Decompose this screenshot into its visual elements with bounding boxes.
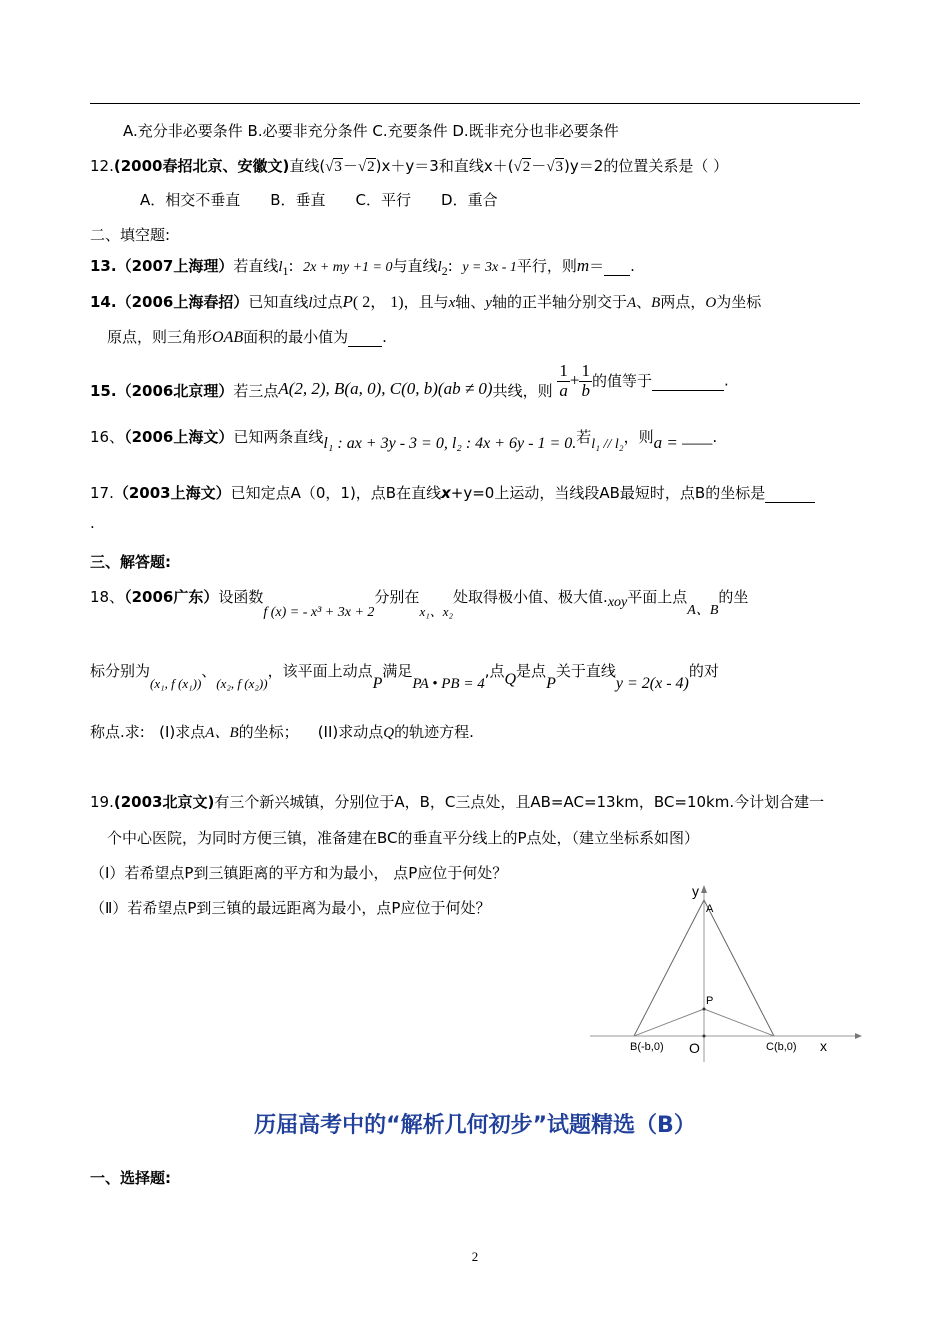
label-y: y	[692, 883, 699, 899]
q13-text-2: 与直线	[392, 257, 438, 275]
q14-text-8: 为坐标	[716, 293, 762, 311]
q14-text-9: 原点，则三角形	[107, 328, 213, 346]
q16-parallel: l₁ // l₂	[591, 437, 624, 452]
q13-blank	[604, 257, 630, 276]
header-rule	[90, 103, 860, 104]
q15-plus: +	[569, 370, 580, 390]
q19-part-1: （Ⅰ）若希望点P到三镇距离的平方和为最小， 点P应位于何处？	[90, 864, 508, 882]
q14-x: x	[448, 295, 456, 311]
q14-P: P	[342, 292, 353, 311]
q18-part-2: (II)求动点	[317, 723, 384, 741]
q18-text-9: ,点	[484, 662, 505, 680]
q14-y: y	[485, 295, 492, 311]
q18-line-3	[90, 721, 474, 742]
q16-source: （2006上海文）	[124, 428, 234, 446]
segment-PC	[704, 1009, 774, 1036]
q12-source: (2000春招北京、安徽文)	[113, 157, 290, 175]
q18-function: f (x) = - x³ + 3x + 2	[263, 605, 375, 620]
q17-source: （2003上海文）	[113, 484, 231, 502]
q15-frac-a: $\frac{1}{a}$	[559, 361, 568, 400]
q18-coord-2: (x₂, f (x₂))	[216, 676, 268, 691]
q18-AB: A、B	[687, 603, 719, 618]
q12-text-3: )y＝2的位置关系是（ ）	[564, 157, 729, 175]
q17-line	[90, 482, 815, 503]
q15-points: A(2, 2), B(a, 0), C(0, b)(ab ≠ 0)	[278, 378, 493, 398]
q16-text-3: ，则	[623, 428, 654, 446]
x-axis-arrow	[855, 1033, 862, 1039]
q15-frac-b: $\frac{1}{b}$	[581, 361, 590, 400]
q14-blank	[348, 328, 382, 347]
q13-equals: ＝	[589, 257, 605, 275]
q15-source: （2006北京理）	[116, 381, 234, 400]
q19-text-1: 有三个新兴城镇，分别位于A，B，C三点处，且AB=AC=13km，BC=10km.今计划合建一	[214, 793, 825, 811]
q13-colon-2: :	[447, 257, 453, 275]
q13-colon-1: :	[288, 257, 294, 275]
q12-text-1: 直线(	[289, 157, 326, 175]
q12-minus: －	[342, 157, 358, 175]
coordinate-figure	[590, 876, 870, 1062]
q18-part-2b: 的轨迹方程.	[394, 723, 474, 741]
q19-number: 19.	[90, 793, 114, 811]
q12-options: A．相交不垂直 B．垂直 C．平行 D．重合	[140, 191, 498, 209]
q13-eq2: y = 3x - 1	[462, 260, 517, 275]
q13-l2: l	[437, 259, 442, 275]
segment-PB	[634, 1009, 704, 1036]
q14-l: l	[308, 295, 313, 311]
label-x: x	[820, 1038, 827, 1054]
q12-sqrt3: 3	[334, 159, 342, 175]
q14-text-1: 已知直线	[248, 293, 309, 311]
point-O	[703, 1035, 706, 1038]
segment-AC	[704, 900, 774, 1036]
segment-AB	[634, 900, 704, 1036]
q15-text-3: 的值等于	[591, 371, 652, 390]
section-choice-b: 一、选择题:	[90, 1169, 171, 1187]
q18-text-5: 的坐	[718, 588, 749, 606]
q17-text-2: +y=0上运动，当线段AB最短时，点B的坐标是	[450, 484, 766, 502]
q15-blank	[652, 372, 724, 391]
q13-sub2: 2	[441, 264, 448, 278]
q19-source: (2003北京文)	[113, 793, 215, 811]
q13-l1: l	[278, 259, 283, 275]
q14-source: （2006上海春招）	[116, 293, 249, 311]
q18-text-12: 的对	[688, 662, 719, 680]
q19-line-2: 个中心医院，为同时方便三镇，准备建在BC的垂直平分线上的P点处，（建立坐标系如图）	[107, 829, 700, 847]
q17-x: x	[441, 484, 451, 502]
q18-P: P	[372, 675, 383, 692]
q14-line-2	[107, 326, 387, 347]
q14-text-6: 、	[636, 293, 652, 311]
q16-number: 16、	[90, 428, 125, 446]
q16-end: .	[712, 428, 718, 446]
q15-end: .	[723, 371, 729, 390]
q18-text-1: 设函数	[218, 588, 264, 606]
q16-text-1: 已知两条直线	[233, 428, 324, 446]
label-C: C(b,0)	[766, 1041, 797, 1053]
q14-OAB: OAB	[212, 329, 244, 346]
q18-line-2	[90, 660, 719, 692]
section-title: 历届高考中的“解析几何初步”试题精选（B）	[254, 1113, 696, 1138]
q14-A: A	[626, 295, 637, 311]
q18-part-1b: 的坐标；	[238, 723, 299, 741]
q12-sqrt3b: 3	[555, 159, 564, 175]
page-number: 2	[471, 1249, 479, 1264]
q18-text-11: 关于直线	[555, 662, 616, 680]
q18-line-eq: y = 2(x - 4)	[615, 675, 689, 692]
q15-line	[90, 362, 729, 400]
q18-text-2: 分别在	[374, 588, 420, 606]
q17-end: .	[90, 514, 95, 532]
section-answer: 三、解答题:	[90, 553, 171, 571]
label-B: B(-b,0)	[630, 1041, 664, 1053]
q18-Q2: Q	[383, 725, 395, 741]
q15-text-2: 共线，则	[492, 381, 553, 400]
q13-number: 13.	[90, 257, 117, 275]
q17-text-1: 已知定点A（0，1)，点B在直线	[230, 484, 442, 502]
y-axis-arrow	[701, 885, 707, 893]
q13-line	[90, 255, 635, 279]
q18-text-3: 处取得极小值、极大值.	[453, 588, 608, 606]
q18-source: （2006广东）	[124, 588, 219, 606]
q18-coord-1: (x₁, f (x₁))	[150, 676, 202, 691]
q11-options: A.充分非必要条件 B.必要非充分条件 C.充要条件 D.既非充分也非必要条件	[123, 122, 619, 140]
q18-Q: Q	[504, 671, 517, 688]
q15-number: 15.	[90, 381, 117, 400]
q12-minus-b: －	[531, 157, 547, 175]
q13-m: m	[576, 256, 590, 275]
label-O: O	[689, 1040, 700, 1056]
q16-line	[90, 426, 718, 452]
q14-text-10: 面积的最小值为	[243, 328, 349, 346]
q19-line-1	[90, 791, 824, 812]
q14-text-4: 轴、	[455, 293, 486, 311]
q18-sep: 、	[201, 662, 217, 680]
q18-part-1: (I)求点	[159, 723, 206, 741]
q12-number: 12.	[90, 157, 114, 175]
q14-end: .	[382, 328, 387, 346]
q18-text-6: 标分别为	[90, 662, 151, 680]
q16-a: a = ——	[653, 433, 713, 452]
q17-number: 17.	[90, 484, 114, 502]
q14-line-1	[90, 289, 761, 312]
q12-text-2: )x＋y＝3和直线x＋(	[375, 157, 514, 175]
q18-condition: PA • PB = 4	[412, 676, 485, 692]
q13-sub1: 1	[282, 264, 289, 278]
q16-text-2: 若	[576, 428, 592, 446]
q15-text-1: 若三点	[233, 381, 279, 400]
q14-B: B	[651, 295, 661, 311]
label-A: A	[706, 903, 714, 915]
q13-eq1: 2x + my +1 = 0	[303, 260, 393, 275]
q18-text-10: 是点	[516, 662, 547, 680]
q16-equations: l₁ : ax + 3y - 3 = 0, l₂ : 4x + 6y - 1 = 0.	[323, 435, 577, 452]
q14-text-3: ，且与	[403, 293, 449, 311]
label-P: P	[706, 995, 714, 1007]
q12-line: 12.(2000春招北京、安徽文)直线(√3－√2)x＋y＝3和直线x＋(√2－√3)y＝2的位置关系是（ ）	[90, 157, 729, 175]
q14-number: 14.	[90, 293, 117, 311]
q14-text-2: 过点	[312, 293, 343, 311]
point-P	[703, 1008, 706, 1011]
q18-text-8: 满足	[382, 662, 413, 680]
q18-xoy: xoy	[607, 595, 628, 610]
section-fill-in: 二、填空题:	[90, 226, 171, 244]
q19-part-2: （Ⅱ）若希望点P到三镇的最远距离为最小，点P应位于何处？	[90, 899, 491, 917]
q18-text-7: ，该平面上动点	[267, 662, 373, 680]
q13-source: （2007上海理）	[116, 257, 234, 275]
q12-sqrt2b: 2	[522, 159, 531, 175]
q18-P2: P	[546, 675, 556, 692]
q18-text-4: 平面上点	[627, 588, 688, 606]
q14-O: O	[705, 295, 717, 311]
q18-line-1	[90, 586, 749, 620]
q13-text-3: 平行，则	[516, 257, 577, 275]
q13-text-1: 若直线	[233, 257, 279, 275]
q14-point: ( 2， 1)	[352, 294, 404, 311]
q18-number: 18、	[90, 588, 125, 606]
q13-end: .	[630, 257, 635, 275]
q12-sqrt2: 2	[367, 159, 375, 175]
q17-blank	[765, 484, 815, 503]
q18-text-13: 称点.求:	[90, 723, 145, 741]
q18-x12: x₁、x₂	[419, 604, 454, 619]
q14-text-7: 两点，	[660, 293, 706, 311]
q18-AB2: A、B	[205, 725, 239, 741]
q14-text-5: 轴的正半轴分别交于	[491, 293, 627, 311]
